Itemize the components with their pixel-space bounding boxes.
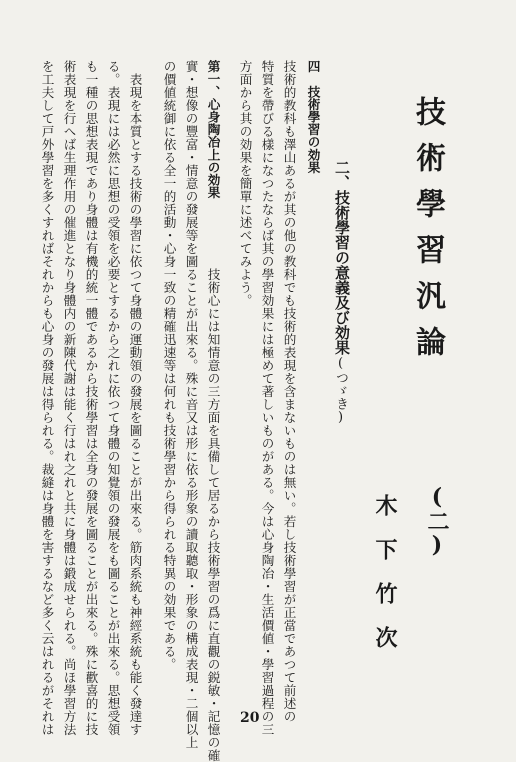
page-number: 20 [240,710,260,726]
body-line: の價値統御に依る全一的活動・心身一致の精確迅速等は何れも技術學習から得られる特異の効果である。 [161,60,177,671]
continued-note: (つゞき) [333,356,348,425]
subsection-heading-mind-body: 第一、心身陶冶上の効果 [205,60,221,199]
body-line: も一種の思想表現であり身體は有機的統一體であるから技術學習は全身の發展を圖ることが出來る。殊に歡喜的に技 [83,60,99,736]
body-line: 實・想像の豐富・情意の發展等を圖ることが出來る。殊に音又は形に依る形象の讀取聽取・形象の構成表現・二個以上 [183,60,199,749]
subsection-heading-effects: 四 技術學習の効果 [305,60,321,174]
body-line: 術表現を行へば生理作用の催進となり身體内の新陳代謝は能く行はれ之れと共に身體は鍛成せられる。尚ほ學習方法 [61,60,77,736]
body-line: 技術的教科も澤山あるが其の他の教科でも技術的表現を含まないものは無い。若し技術學習が正當であつて前述の [281,60,297,723]
body-line: 特質を帶びる樣になつたならば其の學習効果には極めて著しいものがある。今は心身陶冶・生活價値・學習過程の三 [259,60,275,736]
article-part-number: (二) [424,484,450,558]
article-title: 技術學習汎論 [410,96,445,372]
body-line: 技術心には知情意の三方面を具備して居るから技術學習の爲に直觀の鋭敏・記憶の確 [205,255,221,762]
body-line: る。表現には必然に思想の受領を必要とするから之れに依つて身體の知覺領の發展をも圖ることが出來る。思想受領 [105,60,121,736]
section-heading: 二、技術學習の意義及び効果 [333,160,351,355]
body-line: 方面から其の効果を簡單に述べてみよう。 [237,60,253,307]
body-line: 表現を本質とする技術の學習に依つて身體の運動領の發展を圖ることが出來る。筋肉系統も神經系統も能く發達す [127,60,143,736]
author-name: 木下竹次 [372,494,398,670]
body-line: を工夫して戸外學習を多くすればそれからも心身の發展は得られる。裁縫は身體を害するなど多く云はれるがそれは [39,60,55,736]
